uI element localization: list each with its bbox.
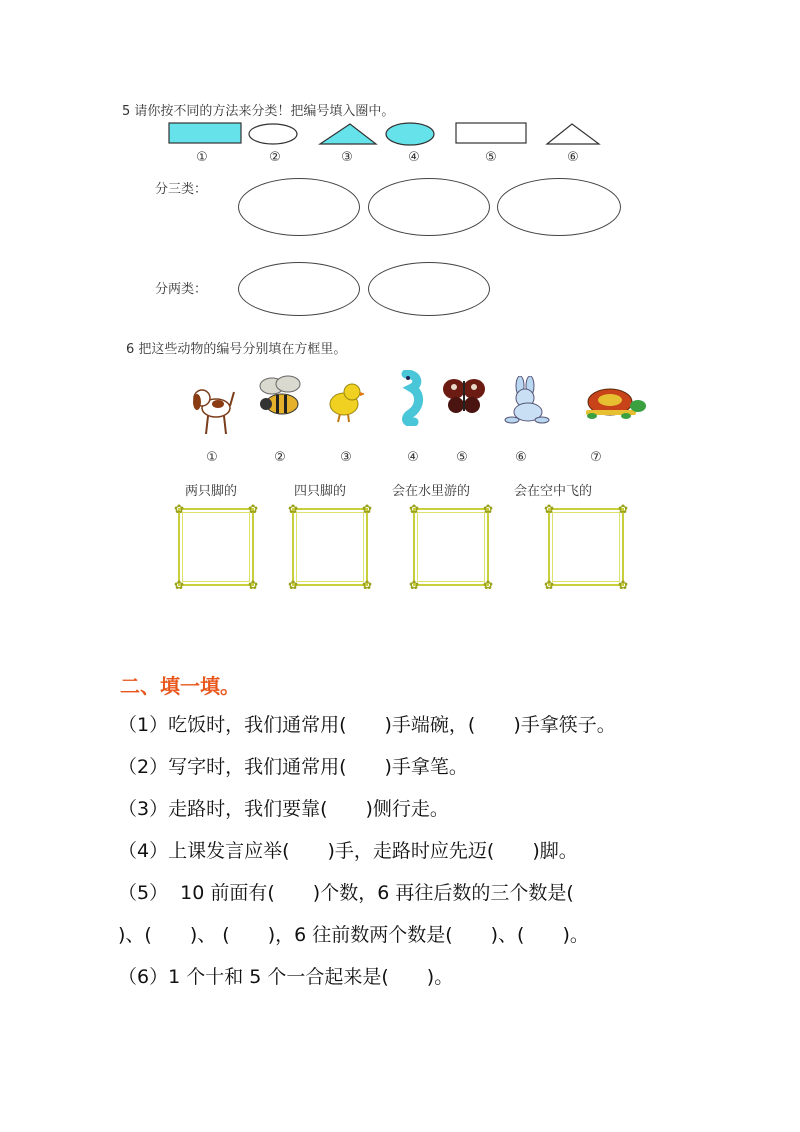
corner-ornament-icon: ✿ <box>544 578 555 592</box>
corner-ornament-icon: ✿ <box>483 578 494 592</box>
rabbit-icon <box>500 376 552 424</box>
answer-oval-two-1[interactable] <box>238 262 360 316</box>
corner-ornament-icon: ✿ <box>409 578 420 592</box>
animal-number-7: ⑦ <box>590 450 602 465</box>
corner-ornament-icon: ✿ <box>409 502 420 516</box>
seahorse-icon <box>392 370 428 426</box>
corner-ornament-icon: ✿ <box>483 502 494 516</box>
category-label-two-legs: 两只脚的 <box>185 484 238 499</box>
category-label-fly: 会在空中飞的 <box>514 484 593 499</box>
corner-ornament-icon: ✿ <box>288 502 299 516</box>
corner-ornament-icon: ✿ <box>362 578 373 592</box>
fill-line-4: （4）上课发言应举( )手，走路时应先迈( )脚。 <box>118 840 578 862</box>
answer-oval-three-1[interactable] <box>238 178 360 236</box>
fill-line-5: （5） 10 前面有( )个数，6 再往后数的三个数是( <box>118 882 574 904</box>
dog-icon <box>188 378 238 440</box>
fill-line-2: （2）写字时，我们通常用( )手拿笔。 <box>118 756 468 778</box>
corner-ornament-icon: ✿ <box>618 502 629 516</box>
animal-number-1: ① <box>206 450 218 465</box>
shape-3-cyan-triangle <box>318 122 380 148</box>
corner-ornament-icon: ✿ <box>288 578 299 592</box>
shape-6-white-triangle <box>545 120 603 146</box>
animal-number-3: ③ <box>340 450 352 465</box>
corner-ornament-icon: ✿ <box>618 578 629 592</box>
shape-5-white-rectangle <box>455 122 529 146</box>
fill-line-1: （1）吃饭时，我们通常用( )手端碗，( )手拿筷子。 <box>118 714 616 736</box>
answer-box-fly[interactable] <box>544 502 629 592</box>
turtle-icon <box>580 384 648 422</box>
answer-oval-three-3[interactable] <box>497 178 621 236</box>
section-heading: 二、填一填。 <box>120 674 240 698</box>
corner-ornament-icon: ✿ <box>248 502 259 516</box>
category-label-four-legs: 四只脚的 <box>294 484 347 499</box>
shape-number-4: ④ <box>408 150 420 165</box>
animal-number-4: ④ <box>407 450 419 465</box>
fill-line-6: （6）1 个十和 5 个一合起来是( )。 <box>118 966 454 988</box>
shape-1-cyan-rectangle <box>168 122 243 146</box>
butterfly-icon <box>440 375 488 417</box>
corner-ornament-icon: ✿ <box>248 578 259 592</box>
category-label-swim: 会在水里游的 <box>392 484 471 499</box>
answer-box-two-legs[interactable] <box>174 502 259 592</box>
q6-title: 6 把这些动物的编号分别填在方框里。 <box>126 342 347 357</box>
two-groups-label: 分两类： <box>155 282 208 297</box>
corner-ornament-icon: ✿ <box>174 502 185 516</box>
shape-number-6: ⑥ <box>567 150 579 165</box>
answer-oval-three-2[interactable] <box>368 178 490 236</box>
corner-ornament-icon: ✿ <box>362 502 373 516</box>
animal-number-5: ⑤ <box>456 450 468 465</box>
animal-number-2: ② <box>274 450 286 465</box>
answer-box-four-legs[interactable] <box>288 502 373 592</box>
corner-ornament-icon: ✿ <box>174 578 185 592</box>
shape-number-1: ① <box>196 150 208 165</box>
answer-box-swim[interactable] <box>409 502 494 592</box>
shape-number-2: ② <box>269 150 281 165</box>
bee-icon <box>254 372 306 422</box>
shape-2-white-ellipse <box>248 122 300 146</box>
three-groups-label: 分三类： <box>155 182 208 197</box>
animal-number-6: ⑥ <box>515 450 527 465</box>
shape-4-cyan-ellipse <box>385 122 437 148</box>
chick-icon <box>322 378 364 424</box>
shape-number-3: ③ <box>341 150 353 165</box>
shape-number-5: ⑤ <box>485 150 497 165</box>
q5-title: 5 请你按不同的方法来分类！把编号填入圈中。 <box>122 104 395 119</box>
answer-oval-two-2[interactable] <box>368 262 490 316</box>
fill-line-3: （3）走路时，我们要靠( )侧行走。 <box>118 798 449 820</box>
corner-ornament-icon: ✿ <box>544 502 555 516</box>
fill-line-5-continued: )、( )、 ( )，6 往前数两个数是( )、( )。 <box>118 924 589 946</box>
